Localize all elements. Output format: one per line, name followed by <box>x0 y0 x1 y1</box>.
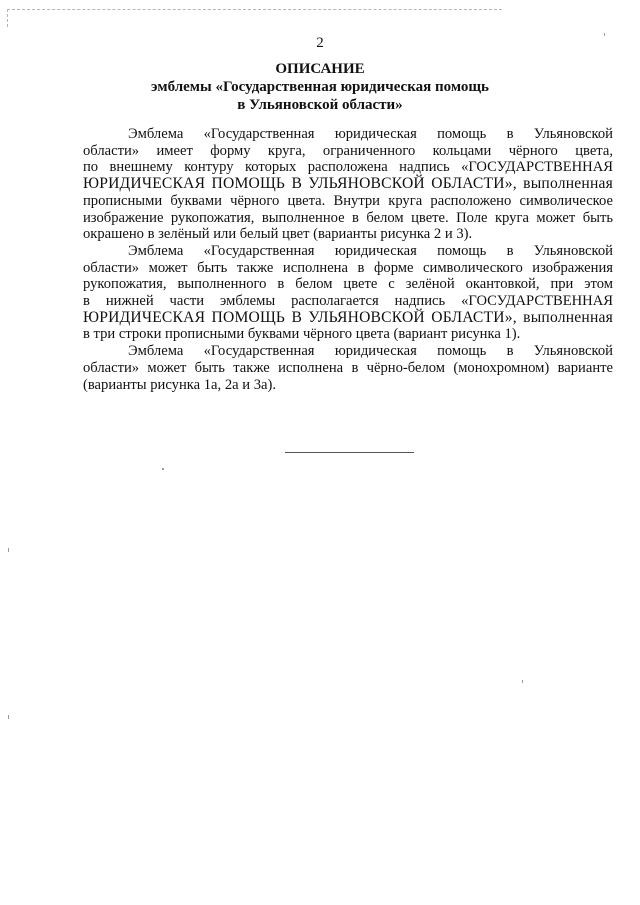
paragraph-1 <box>83 126 613 243</box>
scan-speck <box>8 548 9 552</box>
paragraph-line: прописными буквами чёрного цвета. Внутри круга расположено символическое <box>83 192 613 209</box>
paragraph-line: по внешнему контуру которых расположена надпись «ГОСУДАРСТВЕННАЯ <box>83 159 613 176</box>
document-subtitle-line-2: в Ульяновской области» <box>237 97 403 113</box>
paragraph-line: (варианты рисунка 1а, 2а и 3а). <box>83 376 276 393</box>
paragraph-line: рукопожатия, выполненного в белом цвете с зелёной окантовкой, при этом <box>83 276 613 293</box>
paragraph-line: области» может быть также исполнена в форме символического изображения <box>83 259 613 276</box>
paragraph-line: в нижней части эмблемы располагается надпись «ГОСУДАРСТВЕННАЯ <box>83 293 613 310</box>
paragraph-line: области» имеет форму круга, ограниченного кольцами чёрного цвета, <box>83 142 613 159</box>
paragraph-line: ЮРИДИЧЕСКАЯ ПОМОЩЬ В УЛЬЯНОВСКОЙ ОБЛАСТИ», выполненная <box>83 308 613 326</box>
scan-speck <box>162 468 164 470</box>
paragraph-line: Эмблема «Государственная юридическая помощь в Ульяновской <box>128 126 613 142</box>
paragraph-line: окрашено в зелёный или белый цвет (варианты рисунка 2 и 3). <box>83 226 473 243</box>
scan-speck <box>8 715 9 719</box>
paragraph-line: Эмблема «Государственная юридическая помощь в Ульяновской <box>128 242 613 259</box>
scan-speck <box>522 680 523 683</box>
paragraph-line: в три строки прописными буквами чёрного цвета (вариант рисунка 1). <box>83 326 521 343</box>
scan-speck <box>604 33 605 36</box>
paragraph-line: ЮРИДИЧЕСКАЯ ПОМОЩЬ В УЛЬЯНОВСКОЙ ОБЛАСТИ», выполненная <box>83 175 613 193</box>
document-title: ОПИСАНИЕ <box>275 61 365 77</box>
document-subtitle-line-1: эмблемы «Государственная юридическая помощь <box>151 79 489 95</box>
scan-edge-artifact-left <box>7 9 8 27</box>
paragraph-line: области» может быть также исполнена в чёрно-белом (монохромном) варианте <box>83 359 613 376</box>
document-heading <box>0 60 640 114</box>
page-number: 2 <box>316 35 324 51</box>
end-separator-line <box>285 452 414 453</box>
document-body <box>83 126 613 393</box>
paragraph-line: Эмблема «Государственная юридическая помощь в Ульяновской <box>128 343 613 360</box>
paragraph-2 <box>83 243 613 343</box>
scan-edge-artifact-top <box>7 9 502 10</box>
paragraph-line: изображение рукопожатия, выполненное в белом цвете. Поле круга может быть <box>83 209 613 226</box>
paragraph-3 <box>83 343 613 393</box>
